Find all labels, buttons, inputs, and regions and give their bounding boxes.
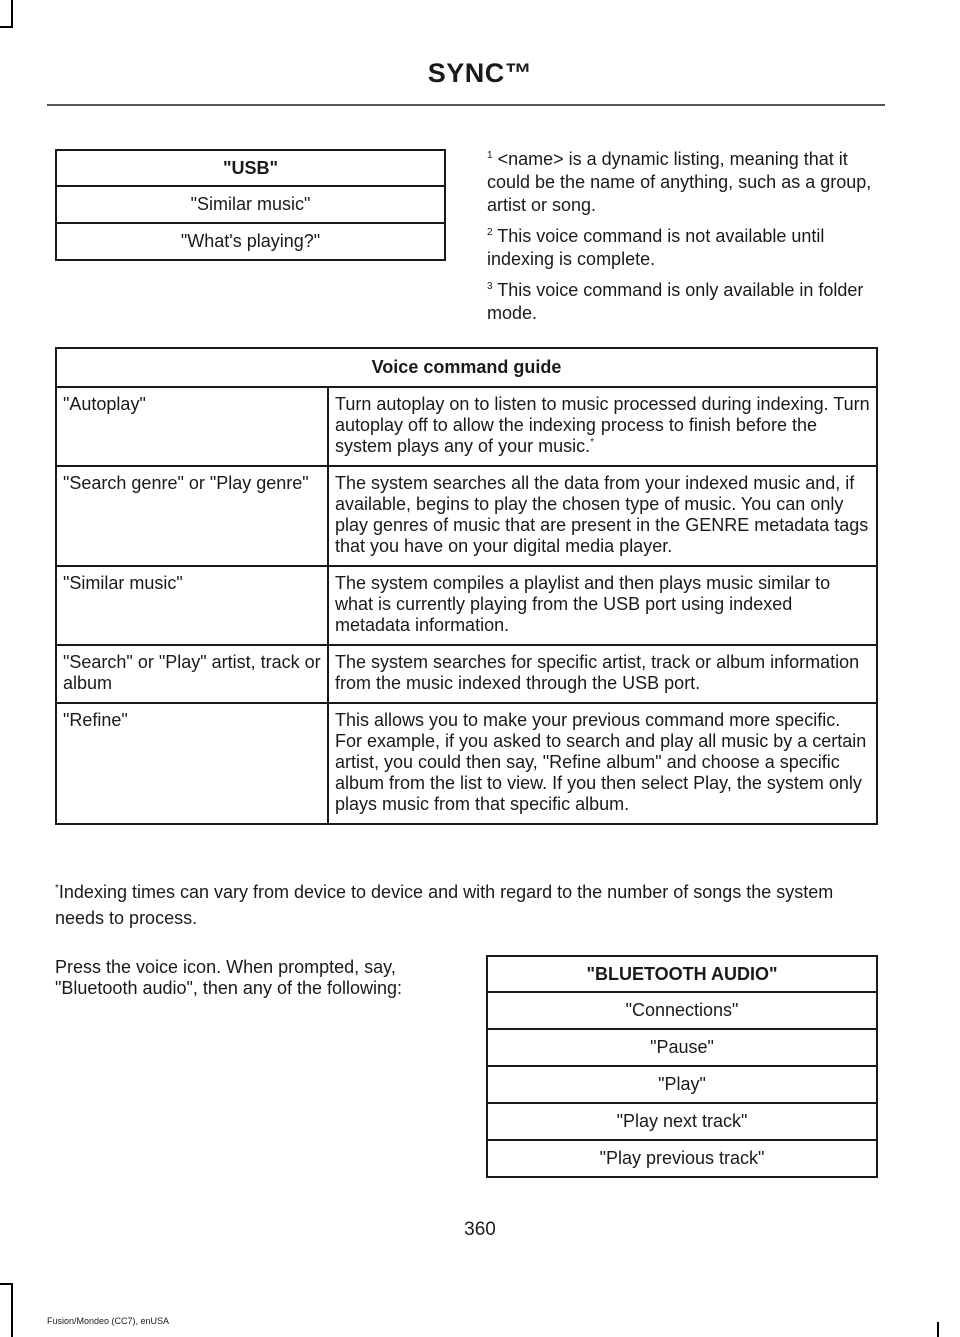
bluetooth-audio-table [486, 955, 878, 1178]
usb-table-header: "USB" [56, 150, 445, 186]
footnote-text: This voice command is only available in folder mode. [487, 280, 864, 323]
bt-table-row: "Connections" [487, 992, 877, 1029]
bt-table-row: "Pause" [487, 1029, 877, 1066]
table-row [56, 387, 877, 466]
guide-command: "Similar music" [56, 566, 328, 645]
guide-command: "Autoplay" [56, 387, 328, 466]
guide-description: The system searches for specific artist, track or album information from the music indexed through the USB port. [328, 645, 877, 703]
bluetooth-intro-text: Press the voice icon. When prompted, say, "Bluetooth audio", then any of the following: [55, 957, 403, 998]
crop-mark-bottom-right [937, 1322, 939, 1337]
document-id: Fusion/Mondeo (CC7), enUSA [47, 1316, 170, 1326]
footnote-2 [487, 225, 882, 271]
note-mark: * [55, 883, 59, 894]
page-header-title: SYNC™ [427, 58, 533, 88]
bt-table-row: "Play previous track" [487, 1140, 877, 1177]
header-rule [47, 104, 885, 106]
table-row [56, 703, 877, 824]
bt-table-header: "BLUETOOTH AUDIO" [487, 956, 877, 992]
table-row [56, 645, 877, 703]
footnote-mark: 1 [487, 150, 493, 161]
footnote-mark: 2 [487, 227, 493, 238]
crop-mark-top-left [11, 0, 13, 28]
footnote-mark: 3 [487, 281, 493, 292]
table-row [56, 566, 877, 645]
usb-command-table [55, 149, 446, 261]
crop-mark-top-left-h [0, 26, 13, 28]
guide-description: This allows you to make your previous command more specific. For example, if you asked to search and play all music by a certain artist, you could then say, "Refine album" and choose a specific album from the list to view. If you then select Play, the system only plays music from that specific album. [328, 703, 877, 824]
note-text: Indexing times can vary from device to device and with regard to the number of songs the system needs to process. [55, 882, 834, 928]
voice-command-guide-table [55, 347, 878, 825]
footnote-1 [487, 148, 882, 217]
footnote-text: This voice command is not available until indexing is complete. [487, 226, 825, 269]
usb-table-row: "What's playing?" [56, 223, 445, 260]
footnote-3 [487, 279, 882, 325]
guide-title: Voice command guide [56, 348, 877, 387]
guide-description: The system compiles a playlist and then plays music similar to what is currently playing from the USB port using indexed metadata information. [328, 566, 877, 645]
guide-command: "Search" or "Play" artist, track or album [56, 645, 328, 703]
guide-description: The system searches all the data from your indexed music and, if available, begins to play the chosen type of music. You can only play genres of music that are present in the GENRE metadata tags that you have on your digital media player. [328, 466, 877, 566]
guide-command: "Search genre" or "Play genre" [56, 466, 328, 566]
guide-command: "Refine" [56, 703, 328, 824]
indexing-note [55, 879, 885, 931]
table-row [56, 466, 877, 566]
bt-table-row: "Play" [487, 1066, 877, 1103]
usb-table-row: "Similar music" [56, 186, 445, 223]
crop-mark-bottom-left [11, 1283, 13, 1337]
bt-table-row: "Play next track" [487, 1103, 877, 1140]
guide-description [328, 387, 877, 466]
guide-footnote-mark: * [590, 437, 594, 448]
footnotes [487, 148, 882, 333]
page-number: 360 [464, 1219, 496, 1240]
crop-mark-bottom-left-h [0, 1283, 13, 1285]
footnote-text: <name> is a dynamic listing, meaning that it could be the name of anything, such as a group, artist or song. [487, 149, 872, 215]
guide-description-text: Turn autoplay on to listen to music processed during indexing. Turn autoplay off to allow the indexing process to finish before the system plays any of your music. [335, 394, 870, 456]
